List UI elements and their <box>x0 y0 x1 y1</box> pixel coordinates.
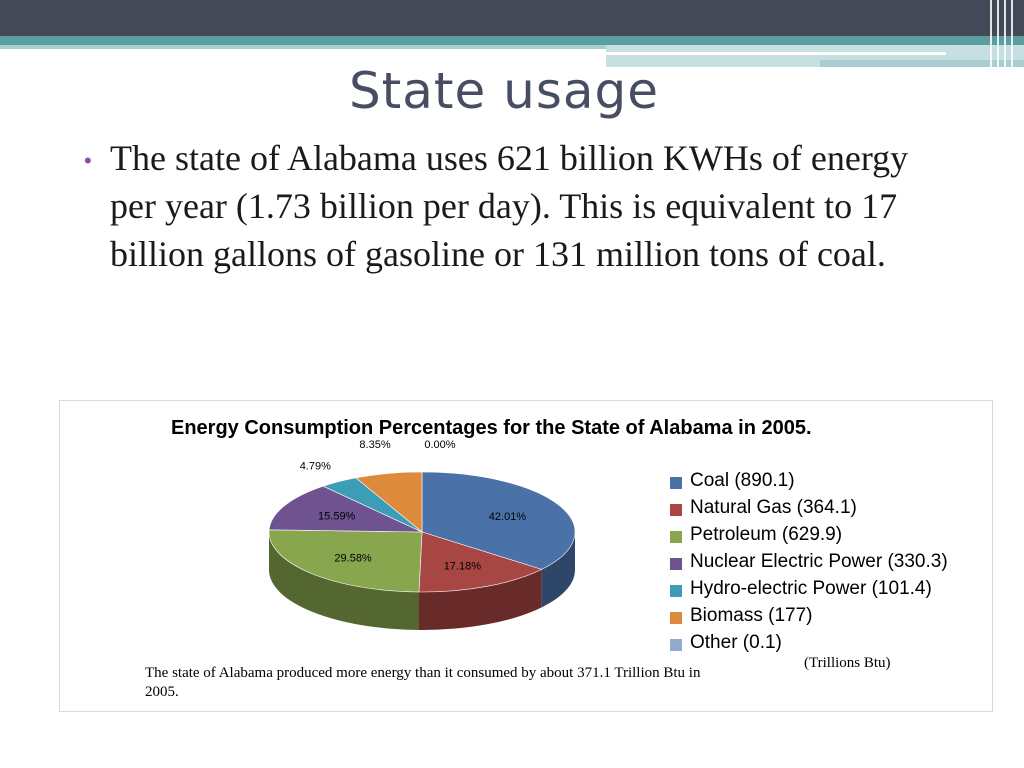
legend-swatch <box>670 612 682 624</box>
data-label: 42.01% <box>488 510 527 523</box>
legend-swatch <box>670 639 682 651</box>
legend-swatch <box>670 585 682 597</box>
data-label: 29.58% <box>334 552 372 565</box>
legend-swatch <box>670 477 682 489</box>
legend-swatch <box>670 504 682 516</box>
data-label: 17.18% <box>443 560 482 573</box>
bullet-text: The state of Alabama uses 621 billion KWHs of energy per year (1.73 billion per day). This is equivalent to 17 billion gallons of gasoline or 131 million tons of coal. <box>110 138 909 274</box>
legend-label: Other (0.1) <box>690 632 782 653</box>
legend-label: Petroleum (629.9) <box>690 524 843 545</box>
legend-label: Nuclear Electric Power (330.3) <box>690 551 948 572</box>
data-label: 8.35% <box>359 439 391 452</box>
chart-caption: The state of Alabama produced more energy than it consumed by about 371.1 Trillion Btu in 2005. <box>145 665 701 700</box>
data-label: 0.00% <box>424 439 456 451</box>
data-label: 4.79% <box>299 460 331 473</box>
bullet-icon: • <box>84 148 92 173</box>
legend-label: Biomass (177) <box>690 605 813 626</box>
legend-swatch <box>670 558 682 570</box>
legend-label: Natural Gas (364.1) <box>690 497 857 518</box>
legend-swatch <box>670 531 682 543</box>
legend-label: Coal (890.1) <box>690 470 795 491</box>
chart-unit-note: (Trillions Btu) <box>804 655 891 671</box>
legend-label: Hydro-electric Power (101.4) <box>690 578 932 599</box>
data-label: 15.59% <box>318 510 356 523</box>
chart-title: Energy Consumption Percentages for the State of Alabama in 2005. <box>171 417 812 439</box>
slide-title: State usage <box>348 62 660 120</box>
